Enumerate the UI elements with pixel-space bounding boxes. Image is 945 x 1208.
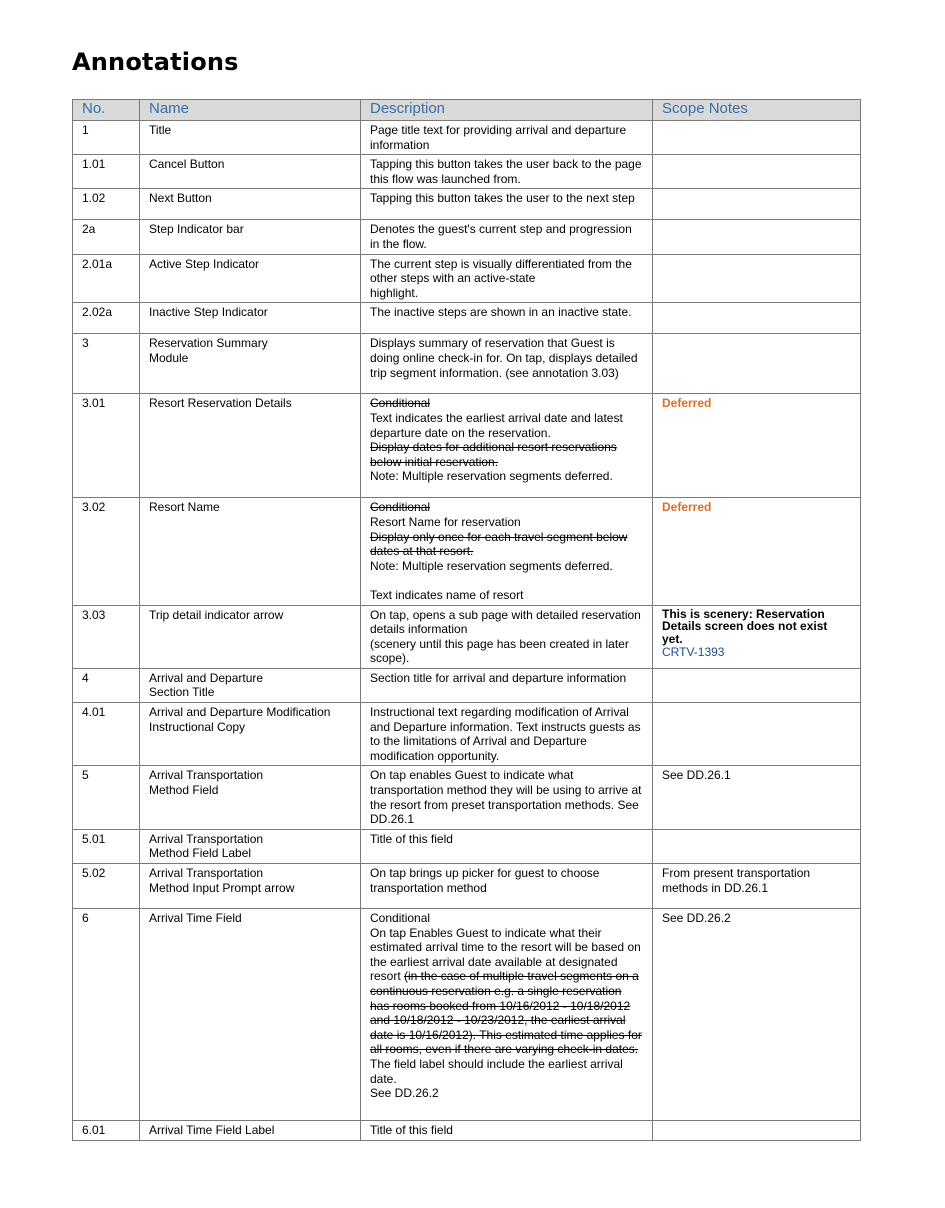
cell-name xyxy=(140,498,361,605)
description-text: On tap, opens a sub page with detailed reservation details information xyxy=(370,607,641,637)
cell-scope-notes xyxy=(653,303,861,334)
cell-description xyxy=(361,668,653,702)
deferred-badge: Deferred xyxy=(662,396,712,411)
name-line: Next Button xyxy=(149,191,212,206)
ticket-link[interactable]: CRTV-1393 xyxy=(662,645,725,659)
cell-description xyxy=(361,254,653,303)
cell-no: 2.02a xyxy=(73,303,140,334)
cell-name xyxy=(140,334,361,394)
description-text: See DD.26.2 xyxy=(370,1086,439,1101)
cell-description xyxy=(361,766,653,829)
name-line: Arrival Transportation xyxy=(149,831,264,846)
table-row xyxy=(73,829,861,863)
name-line: Arrival Time Field xyxy=(149,911,242,925)
cell-description xyxy=(361,220,653,254)
table-row xyxy=(73,303,861,334)
cell-name xyxy=(140,668,361,702)
cell-name xyxy=(140,303,361,334)
name-line: Cancel Button xyxy=(149,157,225,172)
cell-no: 1.02 xyxy=(73,189,140,220)
table-row xyxy=(73,254,861,303)
cell-scope-notes xyxy=(653,909,861,1121)
table-row xyxy=(73,498,861,605)
cell-scope-notes xyxy=(653,254,861,303)
description-text: The current step is visually differentiated from the other steps with an active-state xyxy=(370,256,632,286)
description-text: Title of this field xyxy=(370,1123,453,1137)
description-text: highlight. xyxy=(370,285,419,300)
cell-scope-notes xyxy=(653,668,861,702)
cell-no: 6.01 xyxy=(73,1121,140,1141)
cell-description xyxy=(361,703,653,766)
cell-name xyxy=(140,394,361,498)
cell-name xyxy=(140,254,361,303)
column-header-no: No. xyxy=(73,100,140,121)
cell-no: 3.03 xyxy=(73,605,140,668)
cell-scope-notes xyxy=(653,864,861,909)
description-text: Resort Name for reservation xyxy=(370,514,521,529)
name-line: Resort Reservation Details xyxy=(149,396,292,411)
description-spacer xyxy=(370,573,643,588)
cell-no: 2a xyxy=(73,220,140,254)
cell-scope-notes xyxy=(653,703,861,766)
cell-description xyxy=(361,1121,653,1141)
scope-note: See DD.26.1 xyxy=(662,768,731,783)
table-row xyxy=(73,155,861,189)
cell-no: 4 xyxy=(73,668,140,702)
scope-note: This is scenery: Reservation Details screen does not exist yet. xyxy=(662,606,828,646)
description-text: Denotes the guest's current step and progression in the flow. xyxy=(370,222,632,251)
description-struck-text: Conditional xyxy=(370,396,431,411)
description-struck-text: (in the case of multiple travel segments on a continuous reservation e.g. a single reservation has rooms booked from 10/16/2012 - 10/18/2012 and 10/18/2012 - 10/23/2012, the earliest arrival date is 10/16/2012). This estimated time applies for all rooms, even if there are varying check-in dates. xyxy=(370,969,642,1057)
cell-description xyxy=(361,303,653,334)
cell-name xyxy=(140,703,361,766)
page-title: Annotations xyxy=(72,48,239,76)
cell-no: 4.01 xyxy=(73,703,140,766)
cell-name xyxy=(140,909,361,1121)
name-line: Active Step Indicator xyxy=(149,256,260,271)
name-line: Trip detail indicator arrow xyxy=(149,607,284,622)
description-struck-text: Display only once for each travel segment below dates at that resort. xyxy=(370,529,628,559)
cell-description xyxy=(361,829,653,863)
cell-no: 5.01 xyxy=(73,829,140,863)
name-line: Method Field xyxy=(149,783,219,798)
cell-scope-notes xyxy=(653,829,861,863)
table-row xyxy=(73,703,861,766)
cell-scope-notes xyxy=(653,394,861,498)
annotations-table xyxy=(72,99,861,1141)
cell-name xyxy=(140,121,361,155)
cell-description xyxy=(361,189,653,220)
description-text: Text indicates the earliest arrival date and latest departure date on the reservation. xyxy=(370,410,623,440)
cell-scope-notes xyxy=(653,189,861,220)
cell-no: 2.01a xyxy=(73,254,140,303)
cell-scope-notes xyxy=(653,334,861,394)
name-line: Method Field Label xyxy=(149,846,252,861)
description-text: Page title text for providing arrival and departure information xyxy=(370,123,627,152)
description-paragraph xyxy=(370,926,643,1057)
name-line: Step Indicator bar xyxy=(149,222,244,237)
cell-no: 6 xyxy=(73,909,140,1121)
name-line: Instructional Copy xyxy=(149,719,246,734)
cell-description xyxy=(361,155,653,189)
cell-description xyxy=(361,498,653,605)
table-row xyxy=(73,864,861,909)
name-line: Inactive Step Indicator xyxy=(149,305,268,320)
table-row xyxy=(73,394,861,498)
name-line: Method Input Prompt arrow xyxy=(149,880,295,895)
cell-scope-notes xyxy=(653,155,861,189)
cell-no: 3.01 xyxy=(73,394,140,498)
name-line: Arrival Transportation xyxy=(149,768,264,783)
table-row xyxy=(73,189,861,220)
description-text: Conditional xyxy=(370,911,431,925)
cell-no: 3.02 xyxy=(73,498,140,605)
description-text: Displays summary of reservation that Guest is doing online check-in for. On tap, displays detailed trip segment information. (see annotation 3.03) xyxy=(370,336,638,380)
cell-name xyxy=(140,189,361,220)
description-text: Instructional text regarding modification of Arrival and Departure information. Text instructs guests as to the limitations of Arrival and Departure modification opportunity. xyxy=(370,705,641,763)
name-line: Arrival Time Field Label xyxy=(149,1123,275,1137)
cell-no: 1 xyxy=(73,121,140,155)
cell-scope-notes xyxy=(653,220,861,254)
name-line: Resort Name xyxy=(149,500,220,515)
cell-no: 3 xyxy=(73,334,140,394)
table-header-row xyxy=(73,100,861,121)
cell-name xyxy=(140,1121,361,1141)
description-text: Tapping this button takes the user back to the page this flow was launched from. xyxy=(370,157,642,186)
cell-description xyxy=(361,909,653,1121)
cell-scope-notes xyxy=(653,766,861,829)
description-struck-text: Conditional xyxy=(370,500,431,515)
name-line: Module xyxy=(149,350,189,365)
cell-name xyxy=(140,864,361,909)
description-text: Note: Multiple reservation segments deferred. xyxy=(370,469,613,484)
description-text: Text indicates name of resort xyxy=(370,587,524,602)
description-text: On tap enables Guest to indicate what transportation method they will be using to arrive at the resort from preset transportation methods. See DD.26.1 xyxy=(370,768,642,827)
cell-no: 5 xyxy=(73,766,140,829)
table-row xyxy=(73,605,861,668)
description-text: On tap Enables Guest to indicate what their estimated arrival time to the resort will be based on the earliest arrival date available at designated resort xyxy=(370,925,641,984)
column-header-scope-notes: Scope Notes xyxy=(653,100,861,121)
description-text: (scenery until this page has been created in later scope). xyxy=(370,636,629,666)
name-line: Arrival and Departure Modification xyxy=(149,705,331,720)
cell-no: 5.02 xyxy=(73,864,140,909)
scope-note: See DD.26.2 xyxy=(662,911,731,925)
column-header-name: Name xyxy=(140,100,361,121)
cell-name xyxy=(140,605,361,668)
name-line: Title xyxy=(149,123,172,137)
name-line: Section Title xyxy=(149,685,215,700)
table-body xyxy=(73,121,861,1141)
name-line: Arrival Transportation xyxy=(149,866,264,880)
cell-name xyxy=(140,220,361,254)
table-row xyxy=(73,220,861,254)
description-text: Title of this field xyxy=(370,831,453,846)
scope-note: From present transportation methods in DD.26.1 xyxy=(662,866,811,895)
cell-name xyxy=(140,766,361,829)
description-text: On tap brings up picker for guest to choose transportation method xyxy=(370,866,600,895)
cell-scope-notes xyxy=(653,121,861,155)
description-text: The inactive steps are shown in an inactive state. xyxy=(370,305,632,320)
description-struck-text: Display dates for additional resort reservations below initial reservation. xyxy=(370,440,617,469)
cell-description xyxy=(361,121,653,155)
deferred-badge: Deferred xyxy=(662,500,712,515)
cell-scope-notes xyxy=(653,605,861,668)
cell-name xyxy=(140,829,361,863)
cell-no: 1.01 xyxy=(73,155,140,189)
cell-description xyxy=(361,334,653,394)
table-row xyxy=(73,668,861,702)
column-header-description: Description xyxy=(361,100,653,121)
table-row xyxy=(73,334,861,394)
name-line: Arrival and Departure xyxy=(149,670,264,685)
cell-description xyxy=(361,864,653,909)
description-text: Section title for arrival and departure information xyxy=(370,670,627,685)
description-text: Tapping this button takes the user to the next step xyxy=(370,191,635,206)
cell-name xyxy=(140,155,361,189)
description-text: The field label should include the earliest arrival date. xyxy=(370,1056,623,1086)
table-row xyxy=(73,909,861,1121)
cell-scope-notes xyxy=(653,498,861,605)
cell-description xyxy=(361,394,653,498)
cell-description xyxy=(361,605,653,668)
table-row xyxy=(73,766,861,829)
name-line: Reservation Summary xyxy=(149,336,268,351)
cell-scope-notes xyxy=(653,1121,861,1141)
table-row xyxy=(73,121,861,155)
table-row xyxy=(73,1121,861,1141)
description-text: Note: Multiple reservation segments deferred. xyxy=(370,558,613,573)
